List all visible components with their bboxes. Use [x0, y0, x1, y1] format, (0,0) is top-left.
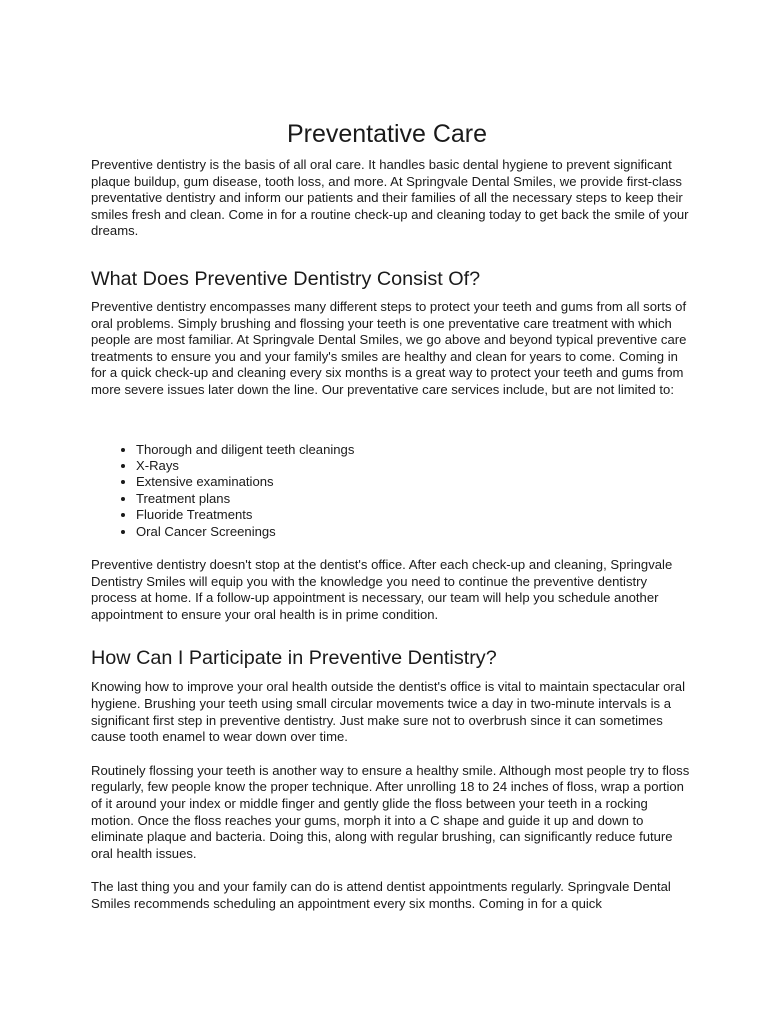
flossing-paragraph: Routinely flossing your teeth is another way to ensure a healthy smile. Although most people try to floss regularly, few people know the proper technique. After unrolling 18 to 24 inches of floss, wrap a portion of it around your index or middle finger and gently glide the floss between your teeth in a rocking motion. Once the floss reaches your gums, morph it into a C shape and guide it up and down to eliminate plaque and bacteria. Doing this, along with regular brushing, can significantly reduce future oral health issues.: [91, 762, 690, 861]
followup-paragraph: Preventive dentistry doesn't stop at the dentist's office. After each check-up and cleaning, Springvale Dentistry Smiles will equip you with the knowledge you need to continue the preventive dentistry process at home. If a follow-up appointment is necessary, our team will help you schedule another appointment to ensure your oral health is in prime condition.: [91, 556, 673, 622]
section-heading-consist: What Does Preventive Dentistry Consist Of?: [91, 267, 481, 290]
appointments-paragraph: The last thing you and your family can do is attend dentist appointments regularly. Springvale Dental Smiles recommends scheduling an appointment every six months. Coming in for a quick: [91, 879, 671, 911]
services-list: [91, 442, 691, 540]
page-title: Preventative Care: [286, 120, 488, 148]
brushing-paragraph: Knowing how to improve your oral health outside the dentist's office is vital to maintain spectacular oral hygiene. Brushing your teeth using small circular movements twice a day in two-minute intervals is a significant first step in preventive dentistry. Just make sure not to overbrush since it can sometimes cause tooth enamel to wear down over time.: [91, 679, 685, 745]
list-item: • X-Rays: [136, 458, 691, 474]
list-item: • Extensive examinations: [136, 474, 691, 490]
consist-paragraph: Preventive dentistry encompasses many different steps to protect your teeth and gums from all sorts of oral problems. Simply brushing and flossing your teeth is one preventative care treatment with which people are most familiar. At Springvale Dental Smiles, we go above and beyond typical preventive care treatments to ensure you and your family's smiles are healthy and clean for years to come. Coming in for a quick check-up and cleaning every six months is a great way to protect your teeth and gums from more severe issues later down the line. Our preventative care services include, but are not limited to:: [91, 298, 687, 397]
document-body: [91, 118, 691, 912]
intro-paragraph: Preventive dentistry is the basis of all oral care. It handles basic dental hygiene to prevent significant plaque buildup, gum disease, tooth loss, and more. At Springvale Dental Smiles, we provide first-class preventative dentistry and inform our patients and their families of all the necessary steps to keep their smiles fresh and clean. Come in for a routine check-up and cleaning today to get back the smile of your dreams.: [91, 157, 689, 239]
list-item: • Oral Cancer Screenings: [136, 524, 691, 540]
list-item: • Fluoride Treatments: [136, 507, 691, 523]
section-heading-participate: How Can I Participate in Preventive Dentistry?: [91, 647, 497, 670]
list-item: • Treatment plans: [136, 491, 691, 507]
list-item: • Thorough and diligent teeth cleanings: [136, 442, 691, 458]
